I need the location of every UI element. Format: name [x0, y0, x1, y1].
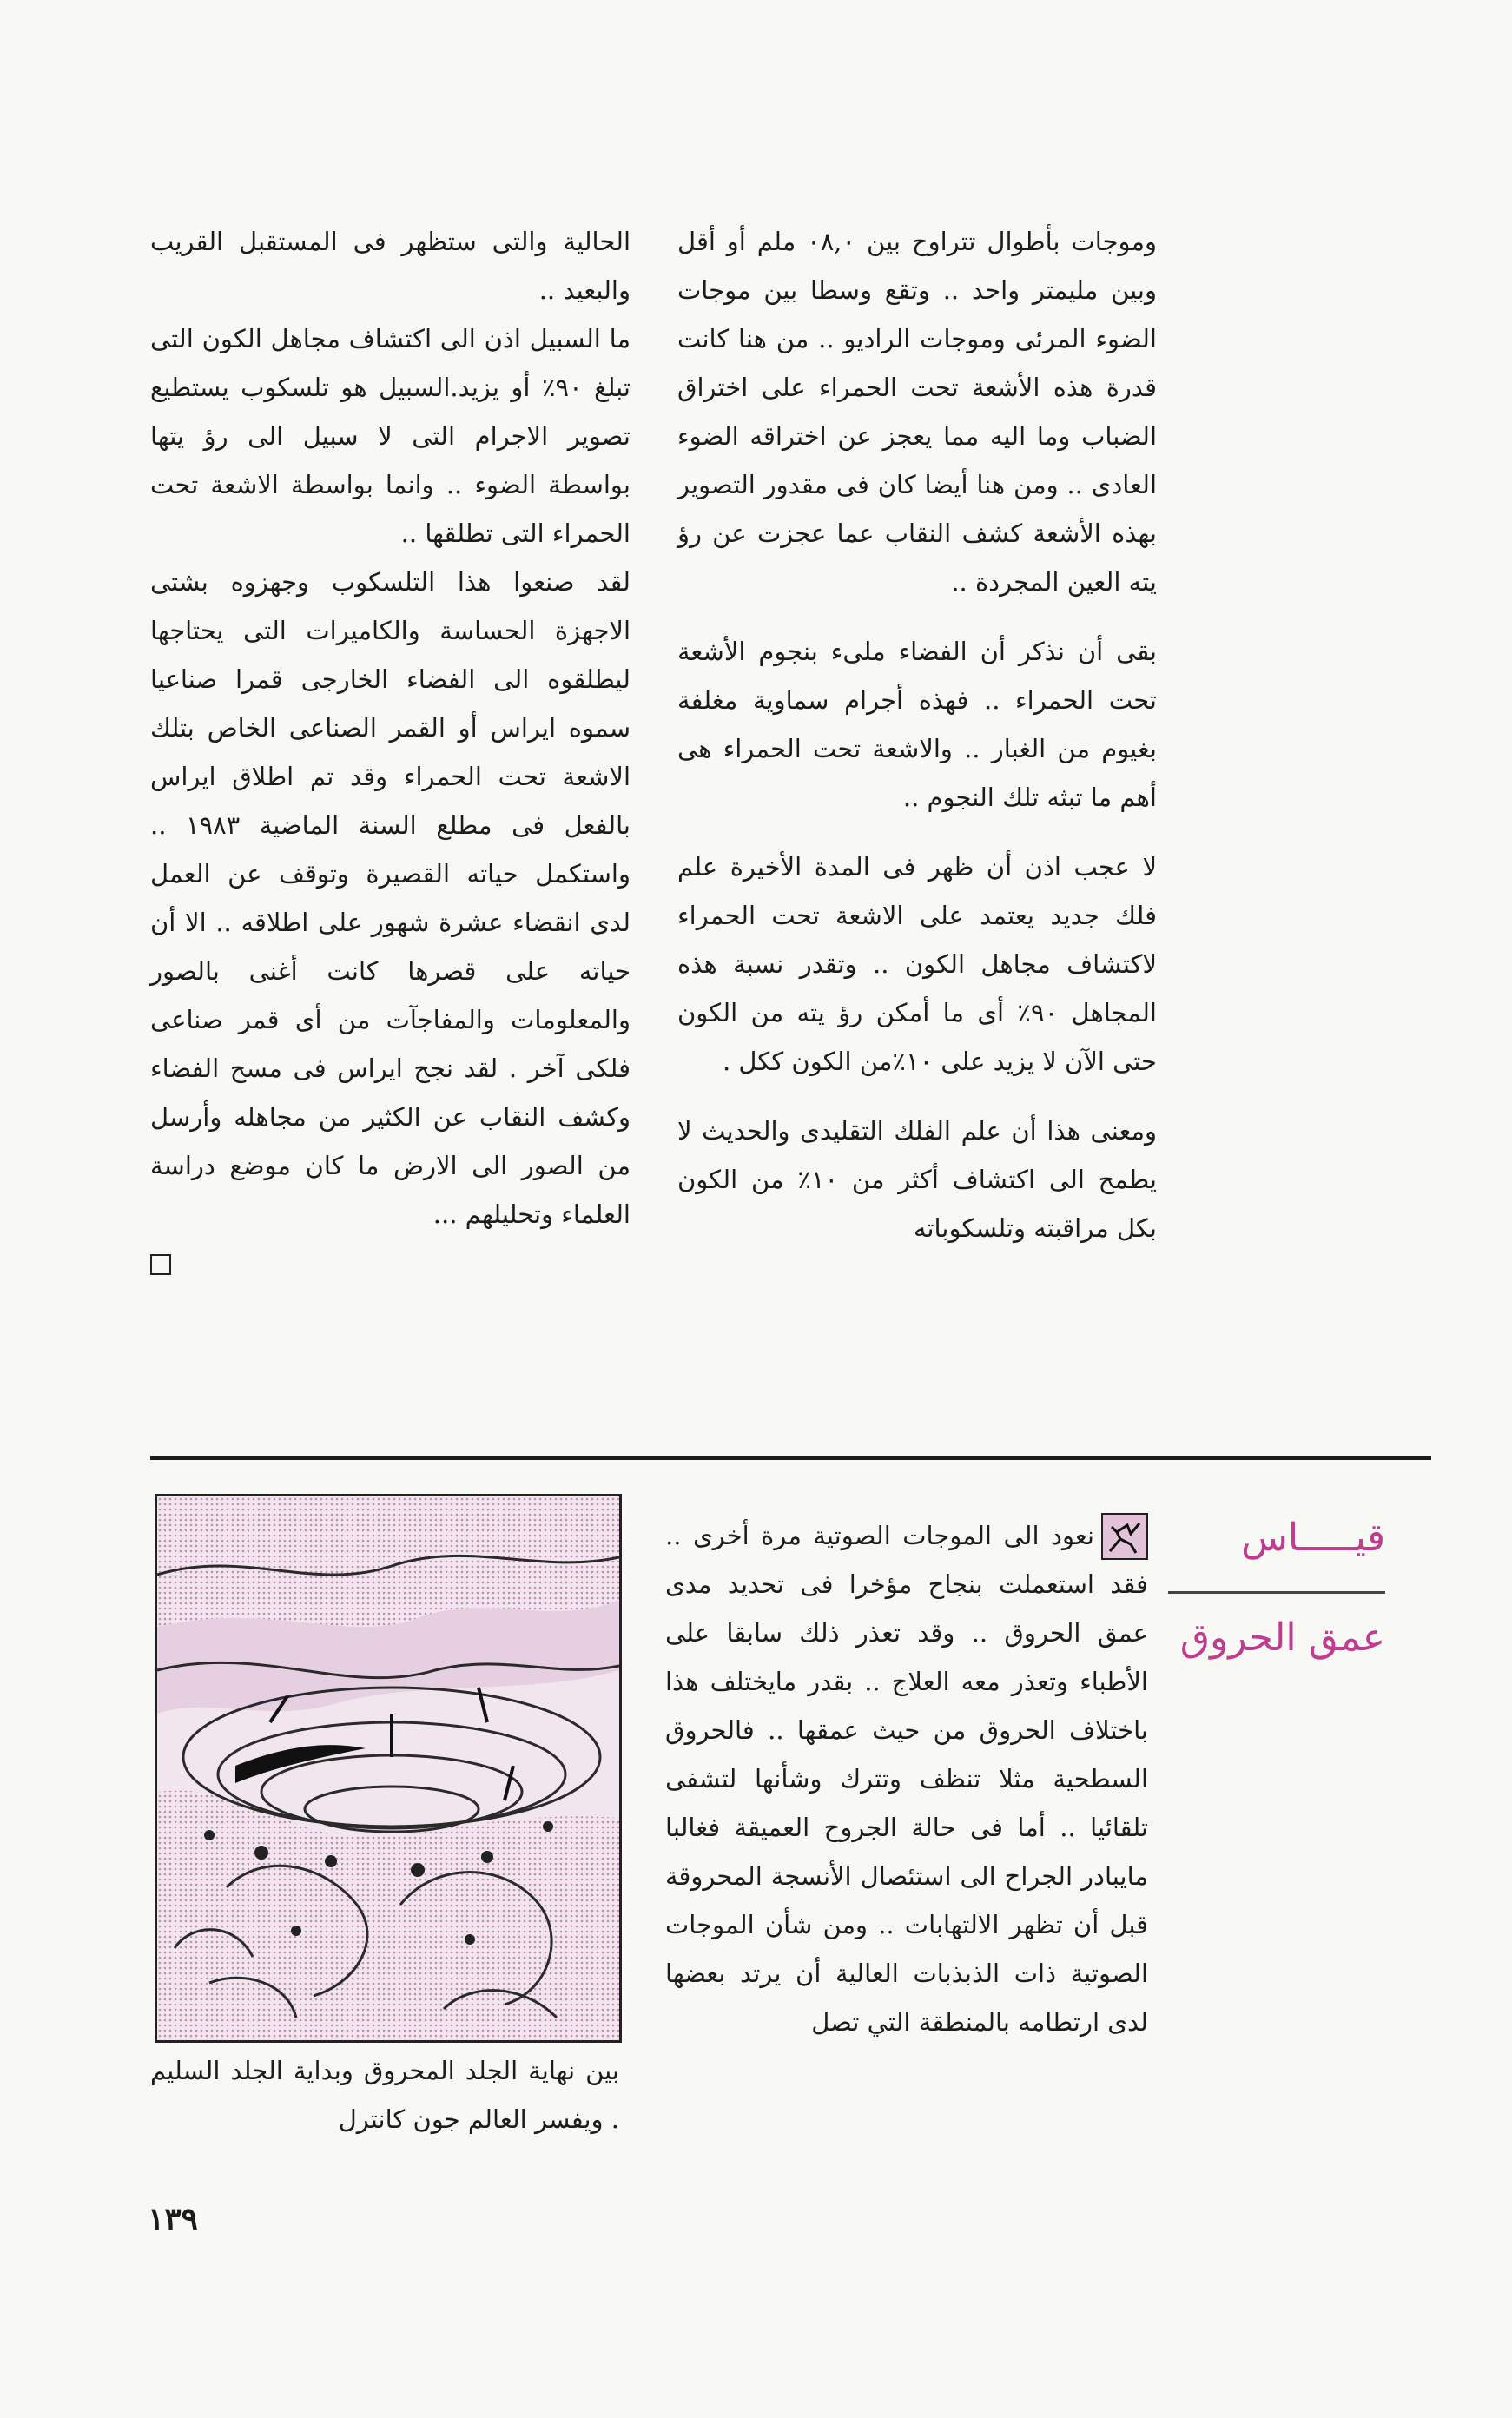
- sidebar-title-rule: [1168, 1591, 1385, 1594]
- paragraph: ومعنى هذا أن علم الفلك التقليدى والحديث لا يطمح الى اكتشاف أكثر من ١٠٪ من الكون بكل مراقبته وتلسكوباته: [677, 1116, 1158, 1243]
- paragraph: لا عجب اذن أن ظهر فى المدة الأخيرة علم فلك جديد يعتمد على الاشعة تحت الحمراء لاكتشاف مجاهل الكون .. وتقدر نسبة هذه المجاهل ٩٠٪ أى ما أمكن رؤ يته من الكون حتى الآن لا يزيد على ١٠٪من الكون ككل .: [677, 852, 1157, 1076]
- skin-layers-drawing: [157, 1496, 619, 2040]
- sidebar-title-burn-depth: عمق الحروق: [1179, 1615, 1385, 1660]
- right-text-column: [677, 217, 1157, 1252]
- paragraph: الحالية والتى ستظهر فى المستقبل القريب والبعيد ..: [150, 227, 631, 305]
- article-body: نعود الى الموجات الصوتية مرة أخرى .. فقد استعملت بنجاح مؤخرا فى تحديد مدى عمق الحروق .. وقد تعذر ذلك سابقا على الأطباء وتعذر معه العلاج .. بقدر مايختلف هذا باختلاف الحروق من حيث عمقها .. فالحروق السطحية مثلا تنظف وتترك وشأنها لتشفى تلقائيا .. أما فى حالة الجروح العميقة فغالبا مايبادر الجراح الى استئصال الأنسجة المحروقة قبل أن تظهر الالتهابات .. ومن شأن الموجات الصوتية ذات الذبذبات العالية أن يرتد بعضها لدى ارتطامه بالمنطقة التي تصل: [665, 1521, 1148, 2037]
- section-divider: [150, 1456, 1431, 1460]
- burn-depth-article: [665, 1511, 1148, 2046]
- left-text-column: [150, 217, 631, 1275]
- page-number: ١٣٩: [148, 2201, 199, 2237]
- paragraph: وموجات بأطوال تتراوح بين ٠٨,٠ ملم أو أقل وبين مليمتر واحد .. وتقع وسطا بين موجات الضوء المرئى وموجات الراديو .. من هنا كانت قدرة هذه الأشعة تحت الحمراء على اختراق الضباب وما اليه مما يعجز عن اختراقه الضوء العادى .. ومن هنا أيضا كان فى مقدور التصوير بهذه الأشعة كشف النقاب عما عجزت عن رؤ يته العين المجردة ..: [677, 227, 1157, 597]
- paragraph: ما السبيل اذن الى اكتشاف مجاهل الكون التى تبلغ ٩٠٪ أو يزيد.السبيل هو تلسكوب يستطيع تصوير الاجرام التى لا سبيل الى رؤ يتها بواسطة الضوء .. وانما بواسطة الاشعة تحت الحمراء التى تطلقها ..: [150, 324, 631, 548]
- figure-caption: بين نهاية الجلد المحروق وبداية الجلد السليم . ويفسر العالم جون كانترل: [150, 2056, 619, 2134]
- sidebar-title-measure: قيـــــاس: [1241, 1516, 1385, 1560]
- paragraph: بقى أن نذكر أن الفضاء ملىء بنجوم الأشعة تحت الحمراء .. فهذه أجرام سماوية مغلفة بغيوم من الغبار .. والاشعة تحت الحمراء هى أهم ما تبثه تلك النجوم ..: [677, 637, 1157, 812]
- end-of-article-square-icon: [150, 1254, 171, 1275]
- paragraph: لقد صنعوا هذا التلسكوب وجهزوه بشتى الاجهزة الحساسة والكاميرات التى يحتاجها ليطلقوه الى الفضاء الخارجى قمرا صناعيا سموه ايراس أو القمر الصناعى الخاص بتلك الاشعة تحت الحمراء وقد تم اطلاق ايراس بالفعل فى مطلع السنة الماضية ١٩٨٣ .. واستكمل حياته القصيرة وتوقف عن العمل لدى انقضاء عشرة شهور على اطلاقه .. الا أن حياته على قصرها كانت أغنى بالصور والمعلومات والمفاجآت من أى قمر صناعى فلكى آخر . لقد نجح ايراس فى مسح الفضاء وكشف النقاب عن الكثير من مجاهله وأرسل من الصور الى الارض ما كان موضع دراسة العلماء وتحليلهم ...: [150, 567, 631, 1229]
- section-emblem-icon: [1101, 1513, 1148, 1560]
- skin-burn-illustration: [155, 1494, 622, 2043]
